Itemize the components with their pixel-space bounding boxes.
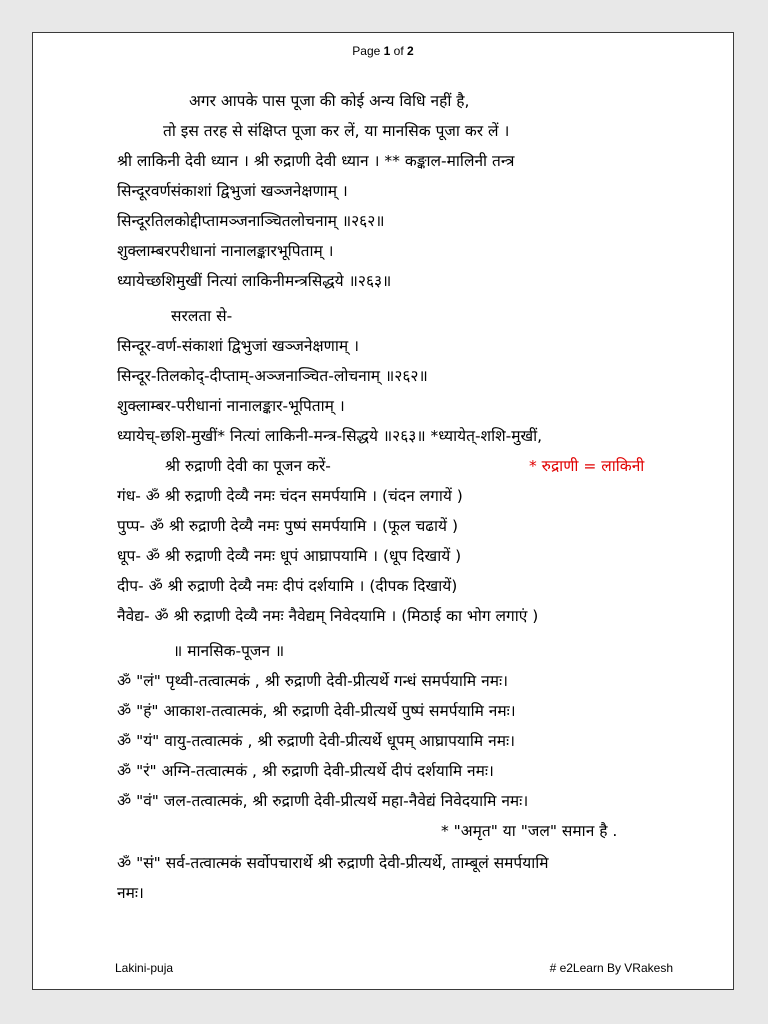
deep-line: दीप- ॐ श्री रुद्राणी देव्यै नमः दीपं दर्शयामि । (दीपक दिखायें) <box>117 577 458 595</box>
manasik-line-1: ॐ "लं" पृथ्वी-तत्वात्मकं , श्री रुद्राणी देवी-प्रीत्यर्थे गन्धं समर्पयामि नमः। <box>117 672 508 690</box>
manasik-line-5: ॐ "वं" जल-तत्वात्मकं, श्री रुद्राणी देवी-प्रीत्यर्थे महा-नैवेद्यं निवेदयामि नमः। <box>117 792 529 810</box>
intro-line-2: तो इस तरह से संक्षिप्त पूजा कर लें, या मानसिक पूजा कर लें । <box>163 122 510 140</box>
amrit-note: * "अमृत" या "जल" समान है . <box>441 822 618 840</box>
dhoop-line: धूप- ॐ श्री रुद्राणी देव्यै नमः धूपं आघ्रापयामि । (धूप दिखायें ) <box>117 547 462 565</box>
intro-line-1: अगर आपके पास पूजा की कोई अन्य विधि नहीं है, <box>189 92 470 110</box>
manasik-line-4: ॐ "रं" अग्नि-तत्वात्मकं , श्री रुद्राणी देवी-प्रीत्यर्थे दीपं दर्शयामि नमः। <box>117 762 494 780</box>
manasik-line-6-cont: नमः। <box>117 884 144 902</box>
page-total: 2 <box>407 44 414 58</box>
verse-line-1: सिन्दूरवर्णसंकाशां द्विभुजां खञ्जनेक्षणाम् । <box>117 182 348 200</box>
dhyan-heading: श्री लाकिनी देवी ध्यान । श्री रुद्राणी देवी ध्यान । ** कङ्काल-मालिनी तन्त्र <box>117 152 515 170</box>
rudrani-note-text: * रुद्राणी = लाकिनी <box>529 457 645 475</box>
manasik-line-2: ॐ "हं" आकाश-तत्वात्मकं, श्री रुद्राणी देवी-प्रीत्यर्थे पुष्पं समर्पयामि नमः। <box>117 702 516 720</box>
manasik-line-6: ॐ "सं" सर्व-तत्वात्मकं सर्वोपचारार्थे श्री रुद्राणी देवी-प्रीत्यर्थे, ताम्बूलं समर्पयामि <box>117 854 549 872</box>
gandh-line: गंध- ॐ श्री रुद्राणी देव्यै नमः चंदन समर्पयामि । (चंदन लगायें ) <box>117 487 463 505</box>
simple-verse-line-4: ध्यायेच्-छशि-मुखीं* नित्यां लाकिनी-मन्त्र-सिद्धये ॥२६३॥ *ध्यायेत्-शशि-मुखीं, <box>117 427 543 445</box>
page-header <box>33 44 733 58</box>
naivedya-line: नैवेद्य- ॐ श्री रुद्राणी देव्यै नमः नैवेद्यम् निवेदयामि । (मिठाई का भोग लगाएं ) <box>117 607 539 625</box>
footer-credit: # e2Learn By VRakesh <box>549 961 673 975</box>
verse-line-2: सिन्दूरतिलकोद्दीप्ताम‌ञ्जनाञ्चितलोचनाम् ॥२६२॥ <box>117 212 385 230</box>
verse-line-3: शुक्लाम्बरपरीधानां नानालङ्कारभूपिताम् । <box>117 242 334 260</box>
manasik-line-3: ॐ "यं" वायु-तत्वात्मकं , श्री रुद्राणी देवी-प्रीत्यर्थे धूपम् आघ्रापयामि नमः। <box>117 732 515 750</box>
simplified-heading: सरलता से- <box>171 307 233 325</box>
manasik-heading: ॥ मानसिक-पूजन ॥ <box>173 642 285 660</box>
page-of: of <box>390 44 408 58</box>
simple-verse-line-3: शुक्लाम्बर-परीधानां नानालङ्कार-भूपिताम् । <box>117 397 345 415</box>
rudrani-note <box>529 456 644 476</box>
verse-line-4: ध्यायेच्छशिमुखीं नित्यां लाकिनीमन्त्रसिद्धये ॥२६३॥ <box>117 272 392 290</box>
simple-verse-line-1: सिन्दूर-वर्ण-संकाशां द्विभुजां खञ्जनेक्षणाम् । <box>117 337 359 355</box>
page-current: 1 <box>383 44 391 58</box>
footer-title: Lakini-puja <box>115 961 174 975</box>
page-label: Page <box>352 44 384 58</box>
pujan-heading: श्री रुद्राणी देवी का पूजन करें- <box>165 457 331 475</box>
document-page <box>32 32 734 990</box>
simple-verse-line-2: सिन्दूर-तिलकोद्-दीप्ताम्-अञ्जनाञ्चित-लोचनाम् ॥२६२॥ <box>117 367 428 385</box>
pushp-line: पुप्प- ॐ श्री रुद्राणी देव्यै नमः पुष्पं समर्पयामि । (फूल चढायें ) <box>117 517 458 535</box>
